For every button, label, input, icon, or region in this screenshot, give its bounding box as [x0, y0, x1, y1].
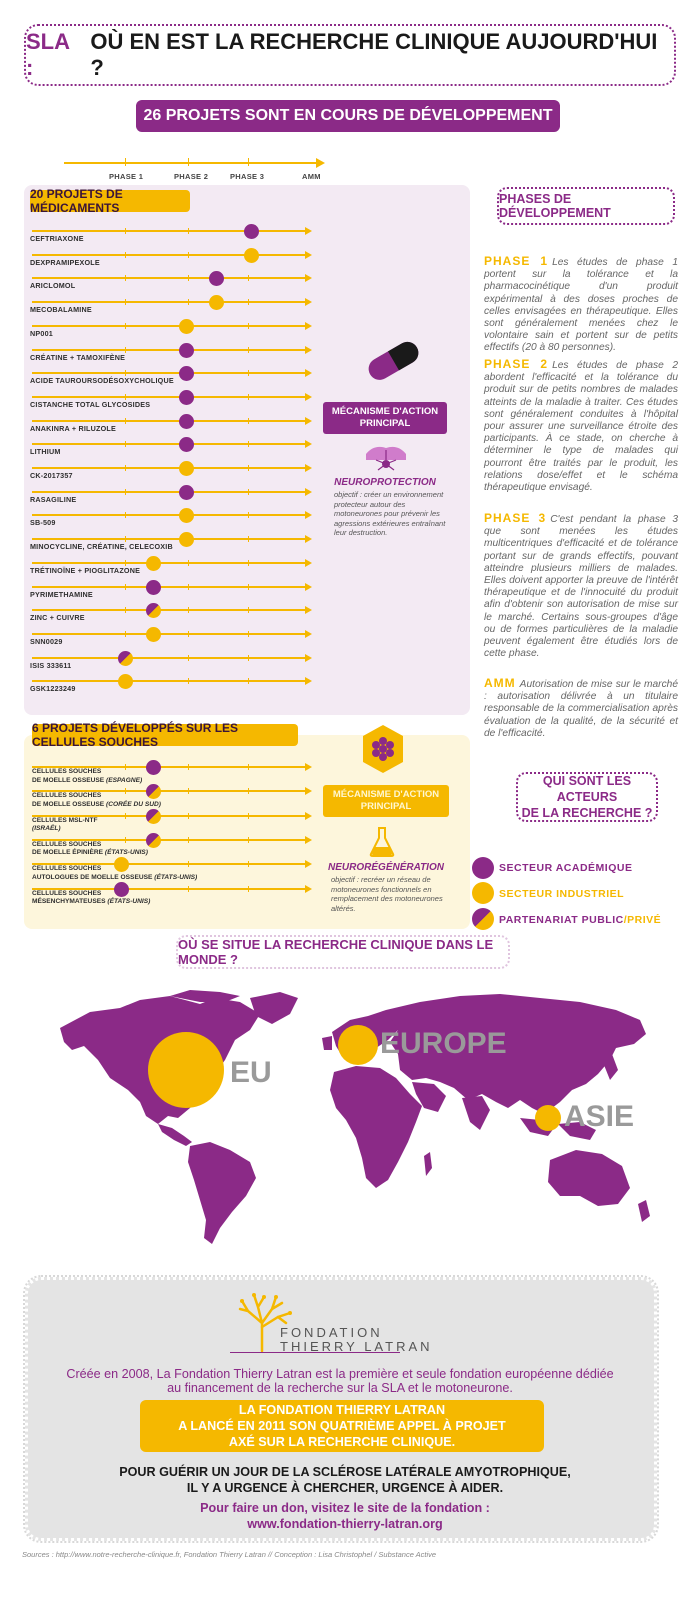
- drug-progress-dot: [146, 556, 161, 571]
- cell-row-tick: [248, 861, 249, 867]
- drug-row-tick: [188, 584, 189, 590]
- cell-project-name: [32, 817, 98, 834]
- cell-progress-dot: [146, 833, 161, 848]
- axis-label-phase3: PHASE 3: [230, 172, 265, 181]
- axis-label-phase2: PHASE 2: [174, 172, 209, 181]
- drug-row-tick: [248, 489, 249, 495]
- cell-row-tick: [188, 813, 189, 819]
- acteurs-heading: [516, 772, 658, 822]
- drug-row-arrow: [305, 630, 312, 638]
- cell-country: (ISRAËL): [32, 825, 61, 833]
- drug-row-arrow: [305, 535, 312, 543]
- drug-progress-dot: [179, 485, 194, 500]
- drug-row-line: [32, 230, 305, 232]
- drug-row-tick: [248, 655, 249, 661]
- drug-row-tick: [188, 252, 189, 258]
- cell-name-l1: CELLULES SOUCHES: [32, 889, 102, 897]
- drug-row-line: [32, 467, 305, 469]
- cell-row-tick: [248, 788, 249, 794]
- amm-desc: Autorisation de mise sur le marché : autorisation délivrée à un titulaire responsable de la commercialisation après évaluation de la qualité, de la sécurité et de l'efficacité.: [484, 679, 678, 739]
- phase1-label: PHASE 1: [484, 254, 549, 268]
- drug-row-arrow: [305, 417, 312, 425]
- cell-cluster-icon: [359, 723, 407, 775]
- drug-row-line: [32, 609, 305, 611]
- cell-project-name: [32, 890, 150, 907]
- legend-partnership-b: /PRIVÉ: [623, 914, 662, 926]
- drug-row-arrow: [305, 559, 312, 567]
- phase2-label: PHASE 2: [484, 357, 549, 371]
- title-text: OÙ EN EST LA RECHERCHE CLINIQUE AUJOURD'HUI ?: [90, 29, 658, 80]
- phase-axis: [64, 162, 320, 164]
- callout-l3: AXÉ SUR LA RECHERCHE CLINIQUE.: [228, 1435, 456, 1449]
- drug-name: CEFTRIAXONE: [30, 234, 84, 243]
- phase1-desc: Les études de phase 1 portent sur la tolérance et la pharmacocinétique d'un produit expérimental à des doses proches de celles envisagées en thérapeutique. Elles sont généralement menées chez le volontaire sain et portent sur de petits effectifs (20 à 80 personnes).: [484, 257, 678, 354]
- cell-progress-dot: [146, 809, 161, 824]
- drug-name: CRÉATINE + TAMOXIFÈNE: [30, 352, 126, 362]
- drug-name: LITHIUM: [30, 447, 61, 457]
- drug-name: MECOBALAMINE: [30, 305, 92, 315]
- region-bubble-europe: [338, 1025, 378, 1065]
- drug-row-arrow: [305, 251, 312, 259]
- drug-row-line: [32, 372, 305, 374]
- cell-row-arrow: [305, 763, 312, 771]
- drug-name: ISIS 333611: [30, 660, 72, 670]
- phase3-label: PHASE 3: [484, 511, 547, 525]
- cell-name-l2: DE MOELLE ÉPINIÈRE: [32, 849, 104, 857]
- cell-row-tick: [248, 886, 249, 892]
- drug-name: DEXPRAMIPEXOLE: [30, 257, 100, 267]
- drug-progress-dot: [146, 627, 161, 642]
- drug-row-tick: [125, 489, 126, 495]
- drug-row-line: [32, 301, 305, 303]
- drug-row-tick: [248, 370, 249, 376]
- drug-row-tick: [248, 347, 249, 353]
- drug-progress-dot: [179, 343, 194, 358]
- cell-project-name: [32, 841, 148, 858]
- drug-row-tick: [248, 560, 249, 566]
- legend-partnership-dot: [472, 908, 494, 930]
- motto-l1: POUR GUÉRIR UN JOUR DE LA SCLÉROSE LATÉRALE AMYOTROPHIQUE,: [119, 1465, 571, 1479]
- cell-row-tick: [248, 813, 249, 819]
- phase2-desc: Les études de phase 2 abordent l'efficacité et la tolérance du produit sur de petits nombres de malades atteints de la maladie à traiter. Ces études sont généralement conduites à l'hôpital pour assurer une surveillance étroite des participants. À ce stade, on cherche à déterminer le type de malades qui pourront être traités par le produit, les relations dose/effet et le schéma thérapeutique envisagé.: [484, 360, 678, 494]
- drug-progress-dot: [179, 532, 194, 547]
- drug-row-tick: [125, 631, 126, 637]
- mechanism-title-drugs: NEUROPROTECTION: [334, 477, 436, 488]
- drug-name: ANAKINRA + RILUZOLE: [30, 423, 116, 433]
- drug-row-tick: [248, 607, 249, 613]
- drug-row-line: [32, 633, 305, 635]
- cell-row-arrow: [305, 787, 312, 795]
- foundation-intro: [50, 1367, 630, 1395]
- drug-row-line: [32, 254, 305, 256]
- region-label-eu: EU: [230, 1056, 272, 1089]
- amm-label: AMM: [484, 676, 516, 690]
- logo-text-l2: THIERRY LATRAN: [280, 1339, 433, 1354]
- drug-row-line: [32, 277, 305, 279]
- drug-progress-dot: [179, 319, 194, 334]
- cell-row-tick: [188, 837, 189, 843]
- cell-project-name: [32, 768, 142, 785]
- drug-name: ACIDE TAUROURSODÉSOXYCHOLIQUE: [30, 376, 174, 386]
- world-heading: OÙ SE SITUE LA RECHERCHE CLINIQUE DANS LE MONDE ?: [176, 935, 510, 969]
- drug-row-tick: [248, 418, 249, 424]
- cell-country: (ÉTATS-UNIS): [107, 898, 151, 905]
- drug-row-line: [32, 538, 305, 540]
- drug-row-tick: [188, 607, 189, 613]
- foundation-intro-l2: au financement de la recherche sur la SLA et le motoneurone.: [167, 1381, 513, 1395]
- legend-partnership-label: [499, 914, 661, 926]
- flask-icon: [368, 826, 396, 858]
- drug-row-arrow: [305, 393, 312, 401]
- drug-row-tick: [188, 678, 189, 684]
- drug-progress-dot: [244, 248, 259, 263]
- cell-name-l2: DE MOELLE OSSEUSE: [32, 776, 105, 784]
- drug-row-arrow: [305, 606, 312, 614]
- drug-row-tick: [125, 252, 126, 258]
- axis-label-amm: AMM: [302, 172, 321, 181]
- phase-axis-arrow: [316, 158, 325, 168]
- phase1-text: [484, 255, 678, 355]
- drug-row-tick: [125, 228, 126, 234]
- drug-row-arrow: [305, 274, 312, 282]
- drug-row-arrow: [305, 346, 312, 354]
- drug-name: TRÉTINOÏNE + PIOGLITAZONE: [30, 565, 141, 575]
- drug-row-arrow: [305, 298, 312, 306]
- drug-row-arrow: [305, 677, 312, 685]
- drug-row-arrow: [305, 440, 312, 448]
- mechanism-box-drugs: MÉCANISME D'ACTION PRINCIPAL: [323, 402, 447, 434]
- drug-row-tick: [125, 418, 126, 424]
- cell-row-tick: [188, 788, 189, 794]
- cell-row-arrow: [305, 812, 312, 820]
- drug-row-arrow: [305, 583, 312, 591]
- drug-progress-dot: [179, 390, 194, 405]
- drug-row-line: [32, 349, 305, 351]
- drug-row-tick: [125, 299, 126, 305]
- drug-progress-dot: [146, 580, 161, 595]
- cell-name-l1: CELLULES SOUCHES: [32, 865, 102, 873]
- title-accent: SLA :: [26, 29, 70, 80]
- drug-row-line: [32, 396, 305, 398]
- drug-row-tick: [125, 607, 126, 613]
- cell-country: (ÉTATS-UNIS): [154, 873, 198, 881]
- cell-row-tick: [248, 764, 249, 770]
- foundation-motto: [60, 1464, 630, 1496]
- drug-row-tick: [248, 512, 249, 518]
- acteurs-heading-l2: DE LA RECHERCHE ?: [521, 806, 653, 820]
- cell-name-l1: CELLULES SOUCHES: [32, 792, 102, 800]
- axis-tick: [248, 158, 249, 166]
- drug-row-line: [32, 586, 305, 588]
- logo-text-l1: FONDATION: [280, 1325, 383, 1340]
- cell-row-tick: [125, 813, 126, 819]
- mechanism-box-cells: MÉCANISME D'ACTION PRINCIPAL: [323, 785, 449, 817]
- drug-name: PYRIMETHAMINE: [30, 589, 93, 599]
- drug-row-tick: [188, 560, 189, 566]
- drug-row-tick: [248, 631, 249, 637]
- drug-row-tick: [188, 631, 189, 637]
- cell-name-l1: CELLULES SOUCHES: [32, 840, 102, 848]
- cell-progress-dot: [146, 760, 161, 775]
- drug-row-tick: [248, 441, 249, 447]
- callout-l2: A LANCÉ EN 2011 SON QUATRIÈME APPEL À PROJET: [178, 1419, 506, 1433]
- donate-url[interactable]: www.fondation-thierry-latran.org: [247, 1517, 443, 1531]
- drug-row-tick: [125, 465, 126, 471]
- foundation-callout: [140, 1400, 544, 1452]
- drug-name: CK-2017357: [30, 471, 73, 480]
- foundation-intro-l1: Créée en 2008, La Fondation Thierry Latran est la première et seule fondation européenne dédiée: [66, 1367, 614, 1381]
- drug-row-arrow: [305, 488, 312, 496]
- drug-name: MINOCYCLINE, CRÉATINE, CELECOXIB: [30, 542, 173, 552]
- drug-name: GSK1223249: [30, 684, 76, 694]
- drug-progress-dot: [118, 651, 133, 666]
- drug-name: SNN0029: [30, 636, 63, 646]
- drug-row-tick: [188, 228, 189, 234]
- drug-row-tick: [188, 655, 189, 661]
- drug-name: SB-509: [30, 518, 56, 528]
- drug-row-arrow: [305, 227, 312, 235]
- legend-partnership-a: PARTENARIAT PUBLIC: [499, 914, 624, 926]
- cell-progress-dot: [114, 882, 129, 897]
- mechanism-title-cells: NEURORÉGÉNÉRATION: [328, 862, 444, 873]
- drug-row-tick: [248, 299, 249, 305]
- cell-row-arrow: [305, 860, 312, 868]
- drug-row-tick: [125, 275, 126, 281]
- cell-project-name: [32, 792, 161, 809]
- projects-banner: 26 PROJETS SONT EN COURS DE DÉVELOPPEMENT: [136, 100, 560, 132]
- axis-tick: [188, 158, 189, 166]
- region-label-asie: ASIE: [564, 1100, 635, 1133]
- cell-country: (CORÉE DU SUD): [106, 800, 161, 808]
- drug-row-line: [32, 562, 305, 564]
- cell-country: (ESPAGNE): [106, 776, 143, 784]
- drug-row-arrow: [305, 654, 312, 662]
- legend-industrial-label: SECTEUR INDUSTRIEL: [499, 888, 625, 900]
- cell-row-tick: [188, 886, 189, 892]
- legend-academic-dot: [472, 857, 494, 879]
- legend-academic-label: SECTEUR ACADÉMIQUE: [499, 862, 633, 874]
- drug-row-tick: [248, 584, 249, 590]
- legend-industrial-dot: [472, 882, 494, 904]
- drug-row-tick: [248, 465, 249, 471]
- drug-row-line: [32, 443, 305, 445]
- drug-row-tick: [248, 275, 249, 281]
- drug-row-tick: [125, 323, 126, 329]
- cell-row-tick: [188, 764, 189, 770]
- hand-neuron-icon: [364, 440, 408, 474]
- phase2-text: [484, 358, 678, 494]
- cell-row-arrow: [305, 836, 312, 844]
- drug-row-tick: [125, 347, 126, 353]
- phases-heading: PHASES DE DÉVELOPPEMENT: [497, 187, 675, 225]
- drug-row-tick: [248, 536, 249, 542]
- amm-text: [484, 677, 678, 740]
- axis-label-phase1: PHASE 1: [109, 172, 144, 181]
- callout-l1: LA FONDATION THIERRY LATRAN: [238, 1403, 446, 1417]
- drug-row-tick: [125, 536, 126, 542]
- drug-row-arrow: [305, 511, 312, 519]
- drug-name: RASAGILINE: [30, 494, 77, 504]
- drug-name: ARICLOMOL: [30, 281, 76, 291]
- phase3-desc: C'est pendant la phase 3 que sont menées les études multicentriques d'efficacité et de tolérance portant sur de grands effectifs, pouvant atteindre plusieurs milliers de malades. Elles doivent apporter la preuve de l'intérêt thérapeutique et de l'innocuité du produit afin d'obtenir son autorisation de mise sur le marché. Certains sous-groupes d'âge ou de formes particulières de la maladie peuvent également être étudiés lors de cette phase.: [484, 514, 678, 660]
- cell-row-tick: [248, 837, 249, 843]
- drug-row-line: [32, 514, 305, 516]
- drug-row-arrow: [305, 322, 312, 330]
- drug-progress-dot: [209, 295, 224, 310]
- foundation-donate: [60, 1500, 630, 1532]
- region-bubble-asie: [535, 1105, 561, 1131]
- drugs-heading: 20 PROJETS DE MÉDICAMENTS: [30, 190, 190, 212]
- cell-name-l1: CELLULES MSL-NTF: [32, 816, 98, 824]
- drug-row-tick: [125, 560, 126, 566]
- drug-row-tick: [125, 584, 126, 590]
- drug-name: ZINC + CUIVRE: [30, 613, 85, 623]
- cell-name-l2: AUTOLOGUES DE MOELLE OSSEUSE: [32, 873, 153, 881]
- drug-row-tick: [188, 299, 189, 305]
- drug-row-line: [32, 325, 305, 327]
- drug-progress-dot: [179, 461, 194, 476]
- drug-name: NP001: [30, 328, 53, 338]
- region-bubble-eu: [148, 1032, 224, 1108]
- drug-row-tick: [125, 512, 126, 518]
- drug-row-line: [32, 420, 305, 422]
- cell-name-l1: CELLULES SOUCHES: [32, 768, 102, 775]
- motto-l2: IL Y A URGENCE À CHERCHER, URGENCE À AIDER.: [186, 1481, 504, 1495]
- cell-country: (ÉTATS-UNIS): [104, 849, 148, 857]
- drug-row-line: [32, 491, 305, 493]
- cell-name-l2: DE MOELLE OSSEUSE: [32, 800, 105, 808]
- mechanism-desc-drugs: objectif : créer un environnement protecteur autour des motoneurones pour prévenir les agressions extérieures entraînant leur destruction.: [334, 490, 446, 537]
- drug-name: CISTANCHE TOTAL GLYCOSIDES: [30, 399, 151, 409]
- mechanism-desc-cells: objectif : recréer un réseau de motoneurones fonctionnels en remplacement des motoneurones altérés.: [331, 875, 443, 913]
- drug-row-tick: [125, 441, 126, 447]
- drug-row-tick: [188, 275, 189, 281]
- drug-row-tick: [248, 323, 249, 329]
- drug-row-tick: [248, 678, 249, 684]
- capsule-icon: [362, 338, 424, 382]
- donate-l1: Pour faire un don, visitez le site de la fondation :: [200, 1501, 490, 1515]
- drug-row-tick: [125, 370, 126, 376]
- drug-row-line: [32, 657, 305, 659]
- drug-row-tick: [248, 394, 249, 400]
- drug-row-arrow: [305, 464, 312, 472]
- drug-progress-dot: [179, 414, 194, 429]
- phase3-text: [484, 512, 678, 660]
- sources-footer: Sources : http://www.notre-recherche-clinique.fr, Fondation Thierry Latran // Conception : Lisa Christophel / Substance Active: [22, 1550, 437, 1559]
- drug-progress-dot: [244, 224, 259, 239]
- acteurs-heading-l1: QUI SONT LES ACTEURS: [542, 774, 632, 804]
- main-title: [24, 24, 676, 86]
- axis-tick: [125, 158, 126, 166]
- drug-row-tick: [125, 394, 126, 400]
- cells-heading: 6 PROJETS DÉVELOPPÉS SUR LES CELLULES SOUCHES: [32, 724, 298, 746]
- drug-row-arrow: [305, 369, 312, 377]
- drug-row-line: [32, 680, 305, 682]
- cell-name-l2: MÉSENCHYMATEUSES: [32, 898, 106, 905]
- cell-row-arrow: [305, 885, 312, 893]
- region-label-europe: EUROPE: [380, 1027, 507, 1060]
